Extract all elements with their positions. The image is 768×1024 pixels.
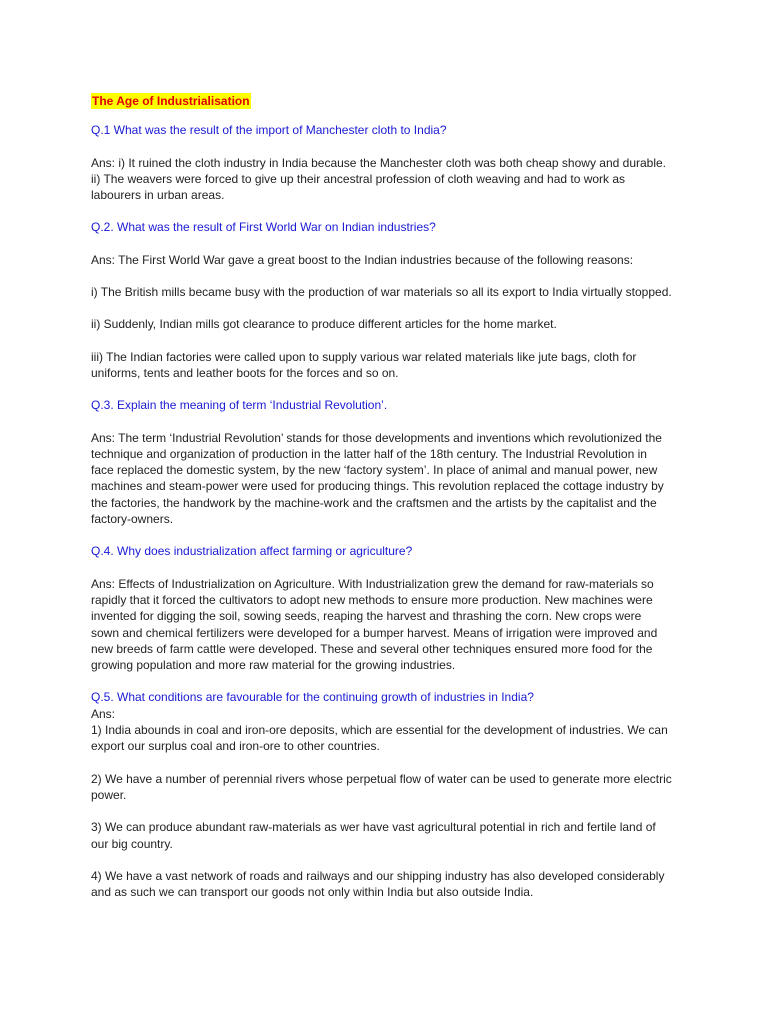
answer-2-reason: ii) Suddenly, Indian mills got clearance to produce different articles for the home market. xyxy=(91,317,557,332)
answer-2-reason: i) The British mills became busy with the production of war materials so all its export to India virtually stopped. xyxy=(91,285,672,300)
question-1: Q.1 What was the result of the import of Manchester cloth to India? xyxy=(91,123,447,138)
answer-5-point: 3) We can produce abundant raw-materials as wer have vast agricultural potential in rich and fertile land of our big country. xyxy=(91,820,656,851)
question-3: Q.3. Explain the meaning of term ‘Industrial Revolution’. xyxy=(91,398,388,413)
answer-3: Ans: The term ‘Industrial Revolution’ stands for those developments and inventions which revolutionized the technique and organization of production in the latter half of the 18th century. The Industrial Revolution in face replaced the domestic system, by the new ‘factory system’. In place of animal and manual power, new machines and steam-power were used for producing things. This revolution replaced the cottage industry by the factories, the handwork by the machine-work and the craftsmen and the artists by the capitalist and the factory-owners. xyxy=(91,430,664,527)
answer-5-point: 2) We have a number of perennial rivers whose perpetual flow of water can be used to generate more electric power. xyxy=(91,771,672,802)
answer-5-point: 4) We have a vast network of roads and railways and our shipping industry has also developed considerably and as such we can transport our goods not only within India but also outside India. xyxy=(91,868,665,900)
question-2: Q.2. What was the result of First World War on Indian industries? xyxy=(91,220,436,235)
document-title: The Age of Industrialisation xyxy=(92,94,250,108)
question-5: Q.5. What conditions are favourable for the continuing growth of industries in India? xyxy=(91,690,534,705)
question-4: Q.4. Why does industrialization affect farming or agriculture? xyxy=(91,544,413,559)
answer-5-point: 1) India abounds in coal and iron-ore deposits, which are essential for the development of industries. We can export our surplus coal and iron-ore to other countries. xyxy=(91,723,668,754)
answer-4: Ans: Effects of Industrialization on Agriculture. With Industrialization grew the demand for raw-materials so rapidly that it forced the cultivators to adopt new methods to ensure more production. New machines were invented for digging the soil, sowing seeds, reaping the harvest and thrashing the corn. New crops were sown and chemical fertilizers were developed for a bumper harvest. Means of irrigation were improved and new breeds of farm cattle were developed. These and several other techniques ensured more food for the growing population and more raw material for the growing industries. xyxy=(91,576,658,673)
answer-5-label: Ans: xyxy=(91,706,116,721)
answer-2-intro: Ans: The First World War gave a great boost to the Indian industries because of the following reasons: xyxy=(91,252,634,267)
answer-2-reason: iii) The Indian factories were called upon to supply various war related materials like jute bags, cloth for uniforms, tents and leather boots for the forces and so on. xyxy=(91,349,637,380)
answer-1: Ans: i) It ruined the cloth industry in India because the Manchester cloth was both cheap showy and durable. ii) The weavers were forced to give up their ancestral profession of cloth weaving and had to work as labourers in urban areas. xyxy=(91,155,667,203)
